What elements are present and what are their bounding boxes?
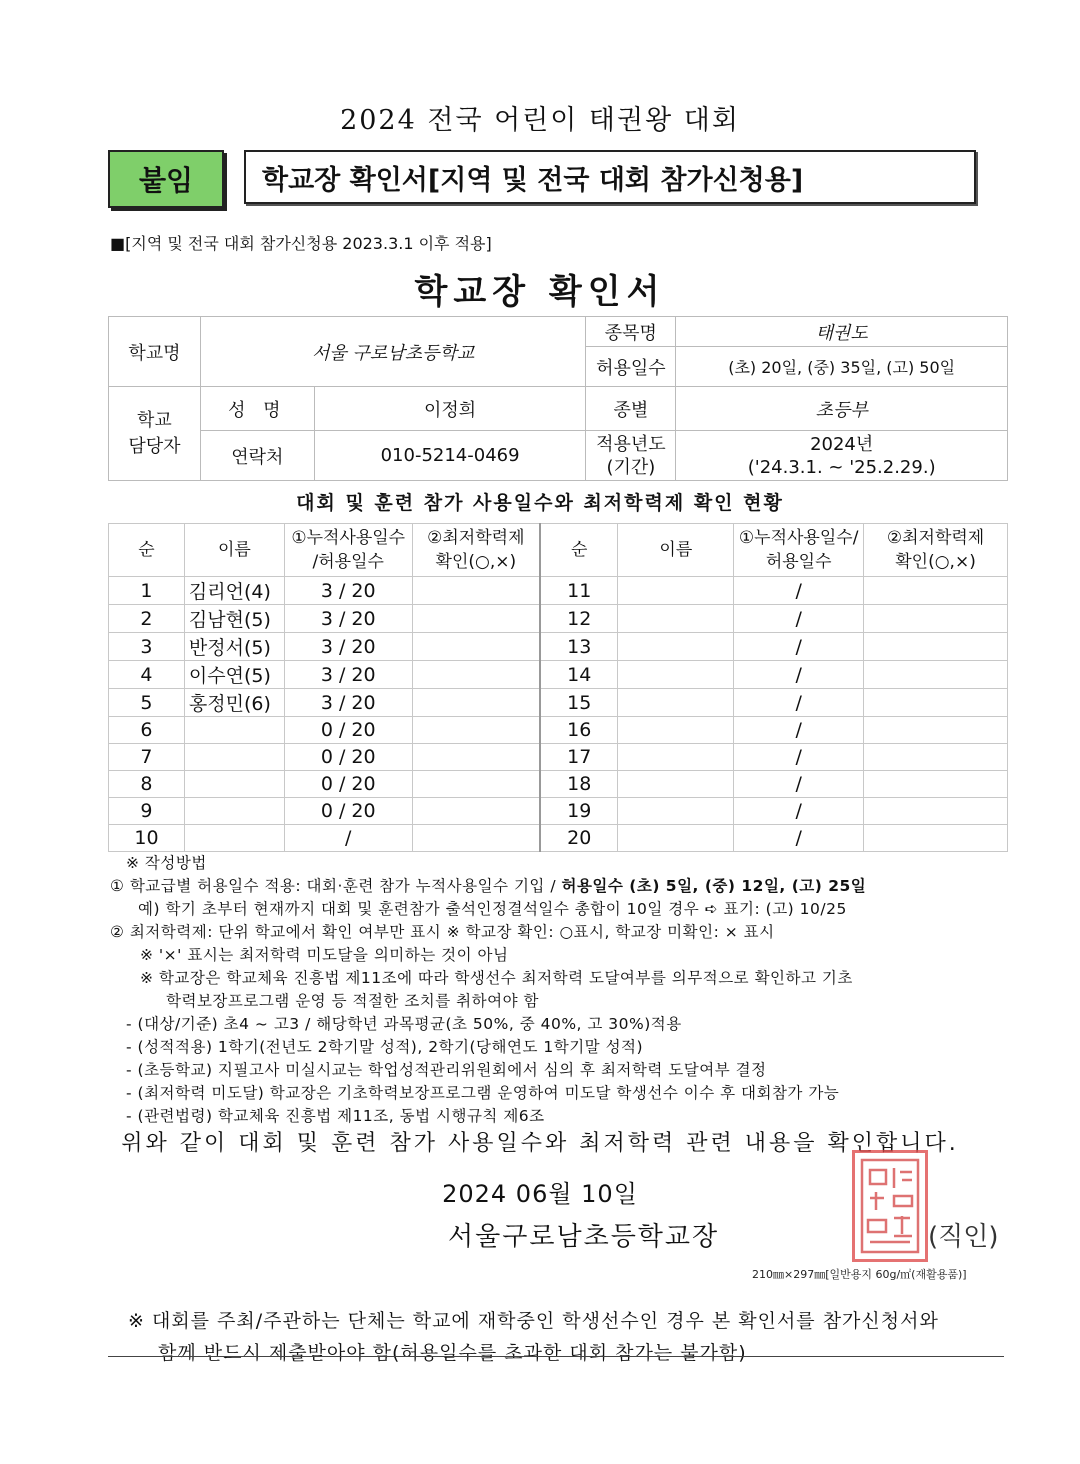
confirmation-text: 위와 같이 대회 및 훈련 참가 사용일수와 최저학력 관련 내용을 확인합니다. xyxy=(121,1131,959,1156)
row-check-left xyxy=(412,717,540,744)
row-check-right xyxy=(864,744,1008,771)
table-row xyxy=(109,577,1008,605)
allowed-days-label: 허용일수 xyxy=(586,347,676,387)
table-row xyxy=(109,661,1008,689)
row-check-left xyxy=(412,798,540,825)
table-row xyxy=(109,605,1008,633)
row-check-right xyxy=(864,633,1008,661)
note-2: ② 최저학력제: 단위 학교에서 확인 여부만 표시 ※ 학교장 확인: ○표시, 학교장 미확인: × 표시 xyxy=(110,923,775,941)
year-cell xyxy=(676,431,1008,481)
row-check-left xyxy=(412,661,540,689)
division-label: 종별 xyxy=(586,387,676,431)
school-seal-stamp xyxy=(852,1150,928,1262)
row-name-left: 홍정민(6) xyxy=(184,689,284,717)
paper-spec: 210㎜×297㎜[일반용지 60g/㎡(재활용품)] xyxy=(752,1268,967,1281)
school-info-table xyxy=(108,316,1008,481)
row-name-right xyxy=(618,771,734,798)
status-table xyxy=(108,523,1008,852)
row-name-right xyxy=(618,825,734,852)
note-1 xyxy=(108,875,1018,898)
row-days-left: 0 / 20 xyxy=(284,744,412,771)
header-no-left: 순 xyxy=(109,524,185,577)
row-days-left: 3 / 20 xyxy=(284,577,412,605)
row-name-right xyxy=(618,633,734,661)
school-label: 학교명 xyxy=(109,317,201,387)
row-check-left xyxy=(412,633,540,661)
header-days-right: ①누적사용일수/ 허용일수 xyxy=(734,524,864,577)
footer-rule xyxy=(108,1356,1004,1357)
period-value: ('24.3.1. ~ '25.2.29.) xyxy=(747,456,936,478)
seal-icon xyxy=(858,1156,922,1256)
row-days-left: 3 / 20 xyxy=(284,633,412,661)
row-days-right: / xyxy=(734,717,864,744)
row-no-left: 1 xyxy=(109,577,185,605)
detail-1: - (대상/기준) 초4 ~ 고3 / 해당학년 과목평균(초 50%, 중 40%, 고 30%)적용 xyxy=(126,1015,682,1033)
row-name-left xyxy=(184,717,284,744)
row-no-left: 5 xyxy=(109,689,185,717)
row-no-right: 16 xyxy=(540,717,618,744)
row-name-right xyxy=(618,605,734,633)
row-no-right: 19 xyxy=(540,798,618,825)
row-days-left: 0 / 20 xyxy=(284,717,412,744)
row-check-right xyxy=(864,771,1008,798)
row-days-left: 0 / 20 xyxy=(284,798,412,825)
school-value: 서울 구로남초등학교 xyxy=(200,317,586,387)
detail-4: - (최저학력 미도달) 학교장은 기초학력보장프로그램 운영하여 미도달 학생선수 이수 후 대회참가 가능 xyxy=(126,1084,840,1102)
row-no-left: 4 xyxy=(109,661,185,689)
row-no-left: 6 xyxy=(109,717,185,744)
row-days-right: / xyxy=(734,771,864,798)
row-no-right: 14 xyxy=(540,661,618,689)
row-check-left xyxy=(412,689,540,717)
table-row xyxy=(109,717,1008,744)
row-no-left: 3 xyxy=(109,633,185,661)
footer-line-2: 함께 반드시 제출받아야 함(허용일수를 초과한 대회 참가는 불가함) xyxy=(158,1342,747,1364)
signer-title: 서울구로남초등학교장 xyxy=(448,1222,720,1252)
row-days-right: / xyxy=(734,577,864,605)
confirmation-date: 2024 06월 10일 xyxy=(442,1180,638,1208)
note-1-example: 예) 학기 초부터 현재까지 대회 및 훈련참가 출석인정결석일수 총합이 10일 경우 ➪ 표기: (고) 10/25 xyxy=(138,900,847,918)
header-days-left: ①누적사용일수 /허용일수 xyxy=(284,524,412,577)
sport-label: 종목명 xyxy=(586,317,676,347)
row-check-left xyxy=(412,605,540,633)
row-no-left: 8 xyxy=(109,771,185,798)
row-check-right xyxy=(864,825,1008,852)
row-no-left: 9 xyxy=(109,798,185,825)
table-row xyxy=(109,825,1008,852)
header-check-right: ②최저학력제 확인(○,×) xyxy=(864,524,1008,577)
row-name-left: 김리언(4) xyxy=(184,577,284,605)
row-name-right xyxy=(618,717,734,744)
header-no-right: 순 xyxy=(540,524,618,577)
contact-person-label: 학교 담당자 xyxy=(109,387,201,481)
row-check-right xyxy=(864,577,1008,605)
allowed-days-value: (초) 20일, (중) 35일, (고) 50일 xyxy=(676,347,1008,387)
row-no-right: 13 xyxy=(540,633,618,661)
year-value: 2024년 xyxy=(810,433,874,455)
seal-suffix: (직인) xyxy=(928,1222,999,1252)
row-days-left: 0 / 20 xyxy=(284,771,412,798)
row-days-left: 3 / 20 xyxy=(284,661,412,689)
row-check-left xyxy=(412,771,540,798)
row-check-right xyxy=(864,605,1008,633)
row-days-right: / xyxy=(734,633,864,661)
row-no-left: 7 xyxy=(109,744,185,771)
row-days-right: / xyxy=(734,798,864,825)
detail-3: - (초등학교) 지필고사 미실시교는 학업성적관리위원회에서 심의 후 최저학력 도달여부 결정 xyxy=(126,1061,767,1079)
row-no-left: 2 xyxy=(109,605,185,633)
table-row xyxy=(109,771,1008,798)
notes-heading: ※ 작성방법 xyxy=(126,854,207,872)
row-check-right xyxy=(864,798,1008,825)
status-table-body xyxy=(109,577,1008,852)
row-name-right xyxy=(618,661,734,689)
row-no-right: 15 xyxy=(540,689,618,717)
row-check-right xyxy=(864,661,1008,689)
table-row xyxy=(109,744,1008,771)
header-check-left: ②최저학력제 확인(○,×) xyxy=(412,524,540,577)
table-row xyxy=(109,633,1008,661)
footer-line-1: ※ 대회를 주최/주관하는 단체는 학교에 재학중인 학생선수인 경우 본 확인서를 참가신청서와 xyxy=(128,1310,939,1332)
detail-5: - (관련법령) 학교체육 진흥법 제11조, 동법 시행규칙 제6조 xyxy=(126,1107,545,1125)
form-title: 학교장 확인서 xyxy=(414,272,666,312)
row-days-left: 3 / 20 xyxy=(284,689,412,717)
row-days-right: / xyxy=(734,744,864,771)
row-days-right: / xyxy=(734,825,864,852)
row-days-right: / xyxy=(734,661,864,689)
header-name-left: 이름 xyxy=(184,524,284,577)
footer-note xyxy=(128,1305,939,1369)
name-label: 성 명 xyxy=(200,387,314,431)
row-days-left: / xyxy=(284,825,412,852)
row-days-left: 3 / 20 xyxy=(284,605,412,633)
writing-instructions xyxy=(108,852,1018,1128)
phone-label: 연락처 xyxy=(200,431,314,481)
header-name-right: 이름 xyxy=(618,524,734,577)
row-name-left xyxy=(184,825,284,852)
row-name-left xyxy=(184,798,284,825)
row-no-right: 20 xyxy=(540,825,618,852)
note-1-text: ① 학교급별 허용일수 적용: 대회·훈련 참가 누적사용일수 기입 / xyxy=(110,877,562,895)
attach-title: 학교장 확인서[지역 및 전국 대회 참가신청용] xyxy=(244,150,976,204)
row-name-left: 이수연(5) xyxy=(184,661,284,689)
note-3: ※ '×' 표시는 최저학력 미도달을 의미하는 것이 아님 xyxy=(140,946,509,964)
year-label: 적용년도 (기간) xyxy=(586,431,676,481)
row-name-right xyxy=(618,744,734,771)
note-1-allowed-days: 허용일수 (초) 5일, (중) 12일, (고) 25일 xyxy=(561,877,867,895)
row-check-right xyxy=(864,717,1008,744)
row-no-right: 18 xyxy=(540,771,618,798)
row-no-left: 10 xyxy=(109,825,185,852)
note-4: ※ 학교장은 학교체육 진흥법 제11조에 따라 학생선수 최저학력 도달여부를 의무적으로 확인하고 기초 xyxy=(140,969,853,987)
notice-line: ■[지역 및 전국 대회 참가신청용 2023.3.1 이후 적용] xyxy=(110,234,492,253)
attach-badge: 붙임 xyxy=(108,150,224,208)
phone-value: 010-5214-0469 xyxy=(314,431,586,481)
row-name-right xyxy=(618,577,734,605)
row-check-left xyxy=(412,744,540,771)
row-no-right: 17 xyxy=(540,744,618,771)
section-title: 대회 및 훈련 참가 사용일수와 최저학력제 확인 현황 xyxy=(296,492,784,514)
row-days-right: / xyxy=(734,689,864,717)
row-no-right: 11 xyxy=(540,577,618,605)
row-no-right: 12 xyxy=(540,605,618,633)
table-row xyxy=(109,798,1008,825)
sport-value: 태권도 xyxy=(676,317,1008,347)
table-row xyxy=(109,689,1008,717)
row-name-left: 반정서(5) xyxy=(184,633,284,661)
row-name-left: 김남현(5) xyxy=(184,605,284,633)
event-title: 2024 전국 어린이 태권왕 대회 xyxy=(340,105,740,136)
row-check-right xyxy=(864,689,1008,717)
row-name-left xyxy=(184,771,284,798)
division-value: 초등부 xyxy=(676,387,1008,431)
row-check-left xyxy=(412,825,540,852)
note-4-cont: 학력보장프로그램 운영 등 적절한 조치를 취하여야 함 xyxy=(166,992,539,1010)
row-name-left xyxy=(184,744,284,771)
row-days-right: / xyxy=(734,605,864,633)
row-check-left xyxy=(412,577,540,605)
row-name-right xyxy=(618,798,734,825)
name-value: 이정희 xyxy=(314,387,586,431)
detail-2: - (성적적용) 1학기(전년도 2학기말 성적), 2학기(당해연도 1학기말 성적) xyxy=(126,1038,644,1056)
row-name-right xyxy=(618,689,734,717)
